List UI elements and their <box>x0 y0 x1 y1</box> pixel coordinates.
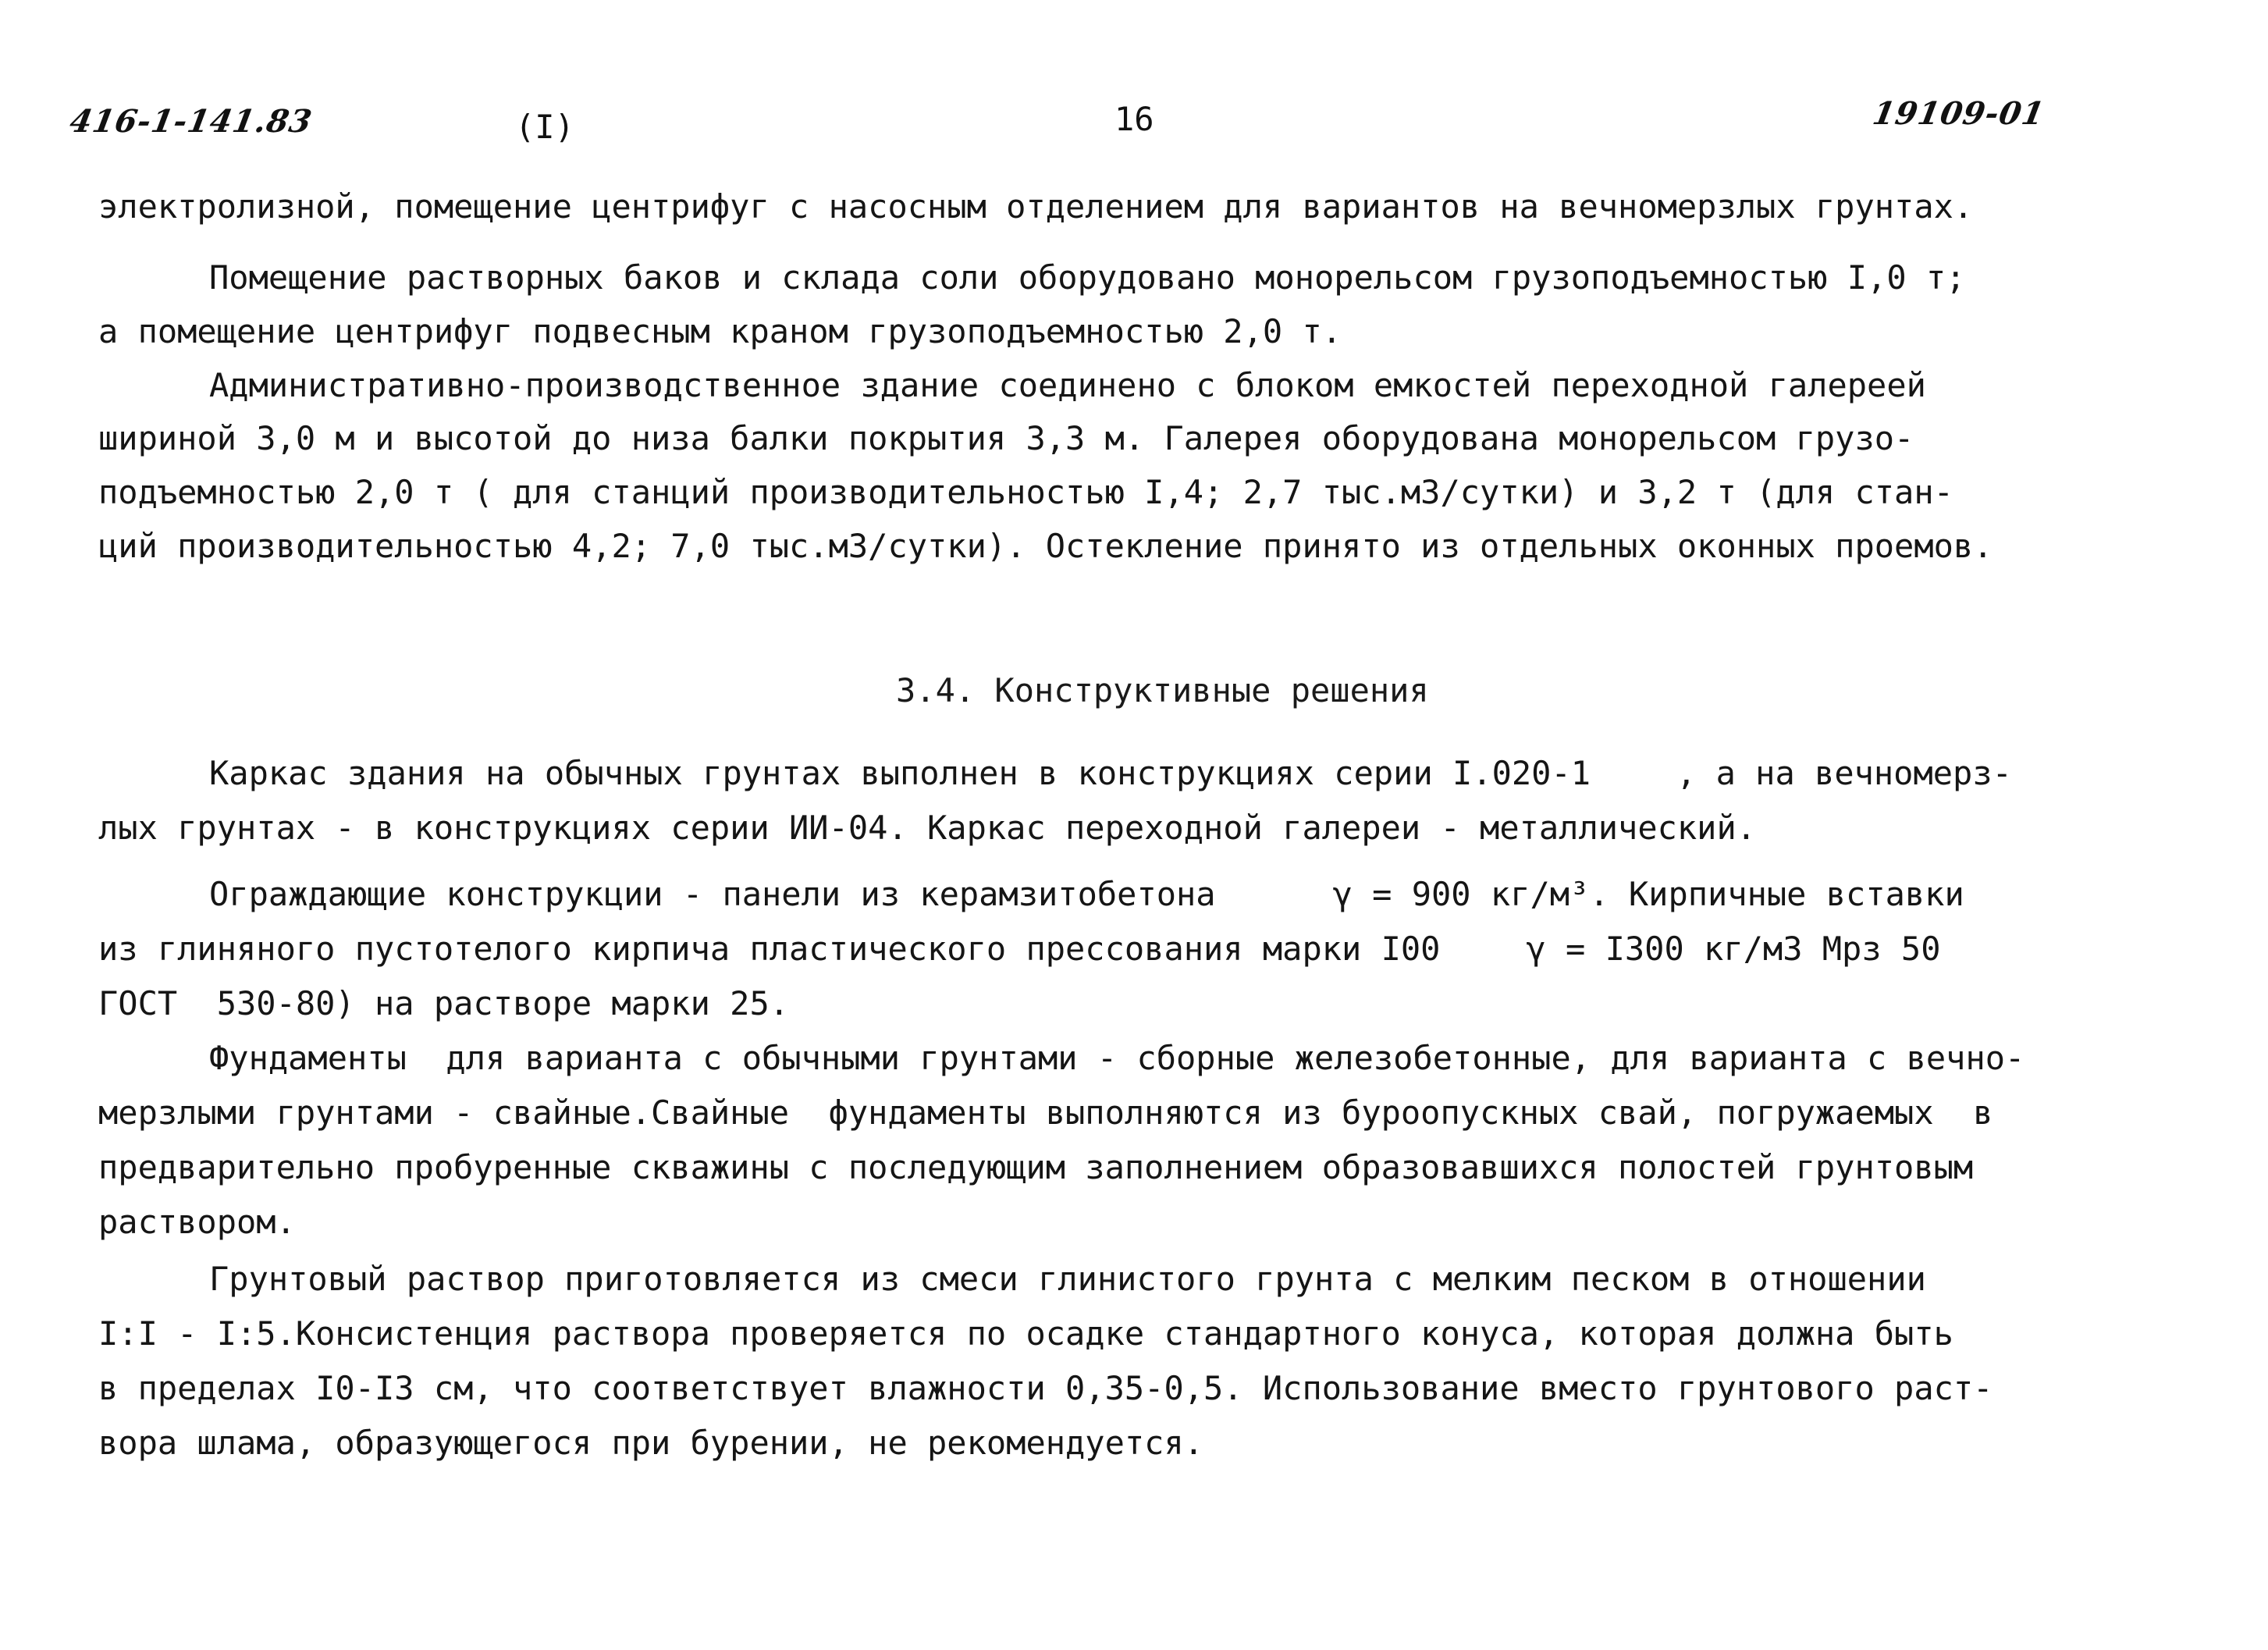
p1-line1-b: , а на вечномерз- <box>1676 754 2012 792</box>
text-line: подъемностью 2,0 т ( для станций производительностью I,4; 2,7 тыс.м3/сутки) и 3,2 т (для стан- <box>98 473 1953 511</box>
text-line: электролизной, помещение центрифуг с насосным отделением для вариантов на вечномерзлых грунтах. <box>98 187 1974 226</box>
paragraph-line: предварительно пробуренные скважины с последующим заполнением образовавшихся полостей грунтовым <box>98 1148 1974 1186</box>
paragraph-line: вора шлама, образующегося при бурении, не рекомендуется. <box>98 1424 1204 1462</box>
p1-line1-a: Каркас здания на обычных грунтах выполнен в конструкциях серии I.020-1 <box>209 754 1591 792</box>
part-number: (I) <box>515 108 574 146</box>
text-line: шириной 3,0 м и высотой до низа балки покрытия 3,3 м. Галерея оборудована монорельсом грузо- <box>98 419 1914 457</box>
paragraph-line: раствором. <box>98 1203 296 1241</box>
paragraph-line: в пределах I0-I3 см, что соответствует влажности 0,35-0,5. Использование вместо грунтового раст- <box>98 1369 1993 1407</box>
text-line: Помещение растворных баков и склада соли оборудовано монорельсом грузоподъемностью I,0 т; <box>209 258 1966 297</box>
p2-line1-b: γ = 900 кг/м³. Кирпичные вставки <box>1332 875 1964 913</box>
section-title: 3.4. Конструктивные решения <box>896 671 1429 709</box>
text-line: Административно-производственное здание соединено с блоком емкостей переходной галереей <box>209 366 1926 404</box>
p2-line1-a: Ограждающие конструкции - панели из керамзитобетона <box>209 875 1216 913</box>
doc-code-handwritten: 416-1-141.83 <box>66 103 315 140</box>
paragraph-line: I:I - I:5.Консистенция раствора проверяется по осадке стандартного конуса, которая должна быть <box>98 1314 1953 1353</box>
p2-line2-a: из глиняного пустотелого кирпича пластического прессования марки I00 <box>98 930 1441 968</box>
sheet-code-handwritten: 19109-01 <box>1869 95 2048 132</box>
paragraph-line: лых грунтах - в конструкциях серии ИИ-04. Каркас переходной галереи - металлический. <box>98 809 1757 847</box>
p2-line2-b: γ = I300 кг/м3 Мрз 50 <box>1526 930 1941 968</box>
paragraph-line <box>209 875 1964 913</box>
paragraph-line: Фундаменты для варианта с обычными грунтами - сборные железобетонные, для варианта с вечно- <box>209 1039 2025 1077</box>
page-number: 16 <box>1114 100 1154 138</box>
paragraph-line: ГОСТ 530-80) на растворе марки 25. <box>98 984 790 1022</box>
paragraph-line <box>98 930 1941 968</box>
paragraph-line: мерзлыми грунтами - свайные.Свайные фундаменты выполняются из буроопускных свай, погружаемых в <box>98 1093 1993 1132</box>
text-line: а помещение центрифуг подвесным краном грузоподъемностью 2,0 т. <box>98 312 1342 350</box>
paragraph-line: Грунтовый раствор приготовляется из смеси глинистого грунта с мелким песком в отношении <box>209 1260 1926 1298</box>
paragraph-line <box>209 754 2012 792</box>
text-line: ций производительностью 4,2; 7,0 тыс.м3/сутки). Остекление принято из отдельных оконных проемов. <box>98 527 1993 565</box>
